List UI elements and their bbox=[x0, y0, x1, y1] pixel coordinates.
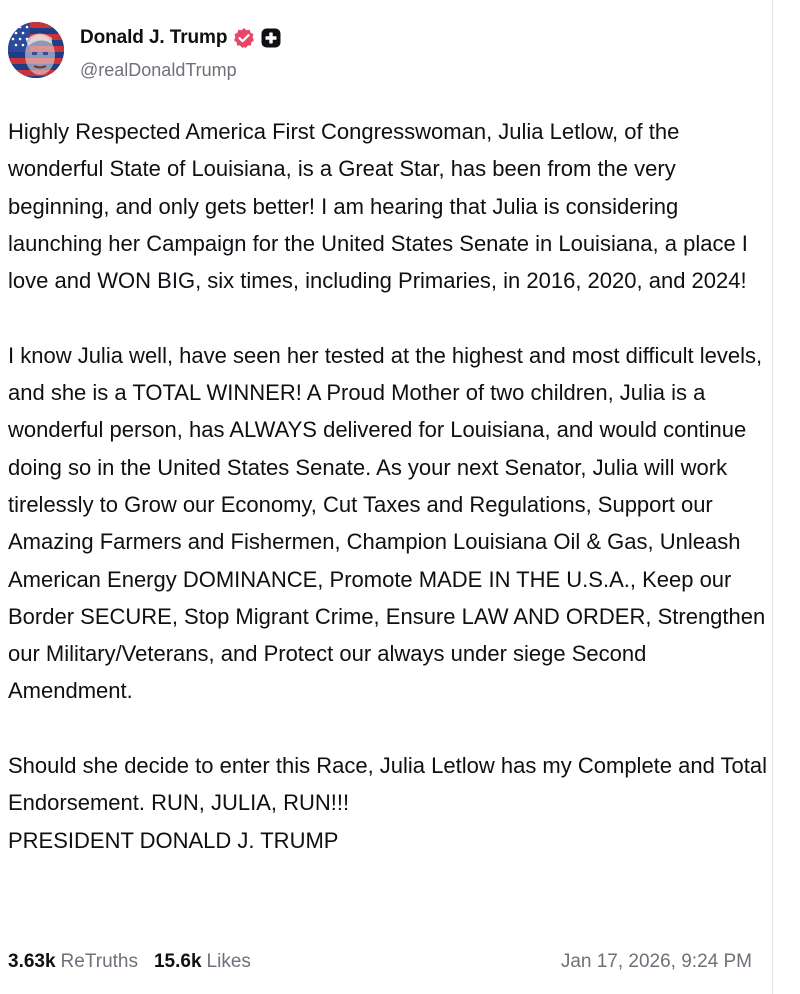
post-timestamp[interactable]: Jan 17, 2026, 9:24 PM bbox=[560, 951, 752, 972]
post-paragraph-3: Should she decide to enter this Race, Julia Letlow has my Complete and Total Endorsement. RUN, JULIA, RUN!!! PRESIDENT DONALD J. TRUMP bbox=[8, 753, 768, 853]
post-paragraph-2: I know Julia well, have seen her tested at the highest and most difficult levels, and she is a TOTAL WINNER! A Proud Mother of two children, Julia is a wonderful person, has ALWAYS delivered for Louisiana, and would continue doing so in the United States Senate. As your next Senator, Julia will work tirelessly to Grow our Economy, Cut Taxes and Regulations, Support our Amazing Farmers and Fishermen, Champion Louisiana Oil & Gas, Unleash American Energy DOMINANCE, Promote MADE IN THE U.S.A., Keep our Border SECURE, Stop Migrant Crime, Ensure LAW AND ORDER, Strengthen our Military/Veterans, and Protect our always under siege Second Amendment. bbox=[8, 342, 766, 704]
retruths-label: ReTruths bbox=[60, 951, 138, 972]
column-divider bbox=[772, 0, 773, 994]
name-row bbox=[80, 22, 281, 54]
post-footer bbox=[8, 946, 752, 978]
author-identity bbox=[80, 22, 281, 81]
likes-count: 15.6k bbox=[153, 951, 202, 972]
flag-portrait-avatar-icon bbox=[8, 22, 64, 78]
author-handle[interactable]: @realDonaldTrump bbox=[80, 60, 237, 80]
post-body bbox=[8, 113, 768, 859]
plus-badge-icon bbox=[261, 28, 281, 48]
verified-badge-icon bbox=[233, 27, 255, 49]
retruths-count: 3.63k bbox=[8, 951, 56, 972]
post-paragraph-1: Highly Respected America First Congresswoman, Julia Letlow, of the wonderful State of Louisiana, is a Great Star, has been from the very beginning, and only gets better! I am hearing that Julia is considering launching her Campaign for the United States Senate in Louisiana, a place I love and WON BIG, six times, including Primaries, in 2016, 2020, and 2024! bbox=[8, 119, 748, 294]
post-header bbox=[8, 22, 281, 80]
avatar[interactable] bbox=[8, 22, 64, 78]
likes-stat[interactable] bbox=[154, 951, 251, 973]
retruths-stat[interactable] bbox=[8, 951, 138, 973]
author-display-name[interactable]: Donald J. Trump bbox=[80, 27, 228, 48]
likes-label: Likes bbox=[206, 951, 251, 972]
